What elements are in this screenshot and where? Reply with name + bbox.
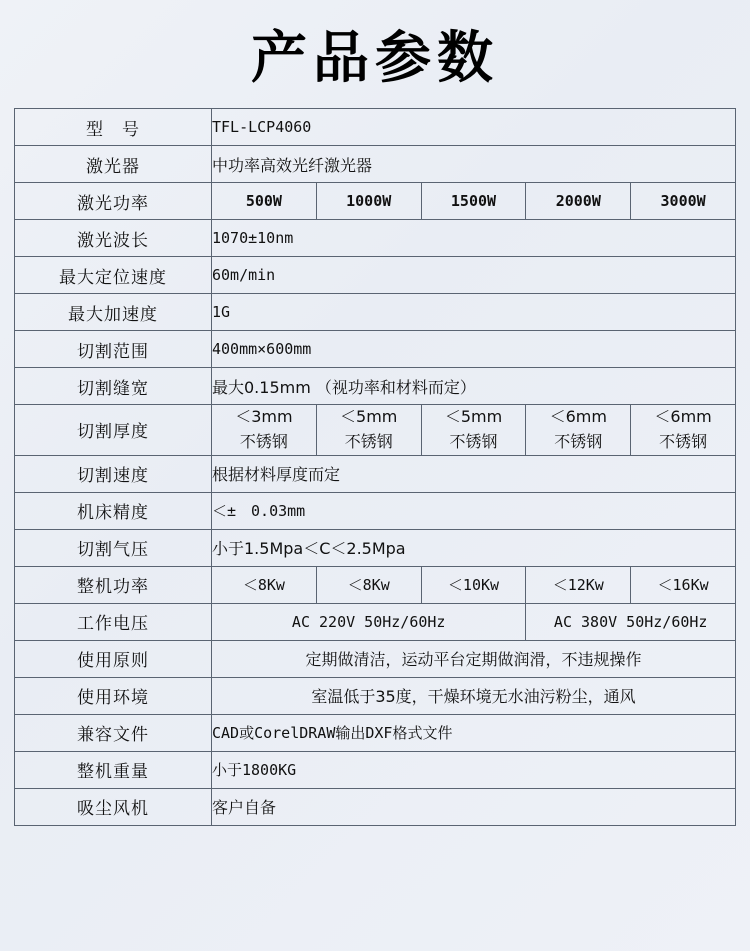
spec-cell: ＜8Kw: [316, 566, 421, 603]
spec-label: 整机功率: [15, 566, 212, 603]
spec-label: 切割厚度: [15, 405, 212, 456]
table-row: [15, 405, 736, 456]
spec-value: 400mm×600mm: [212, 331, 736, 368]
table-row: [15, 257, 736, 294]
table-row: [15, 566, 736, 603]
table-row: [15, 109, 736, 146]
spec-label: 整机重量: [15, 751, 212, 788]
spec-cell-line2: 不锈钢: [344, 431, 393, 451]
table-row: [15, 529, 736, 566]
spec-cell: ＜8Kw: [212, 566, 317, 603]
spec-value: 1070±10nm: [212, 220, 736, 257]
spec-cell-line2: 不锈钢: [239, 431, 288, 451]
spec-cell: AC 220V 50Hz/60Hz: [212, 603, 526, 640]
spec-cell-lines: [317, 405, 421, 455]
spec-label: 激光功率: [15, 183, 212, 220]
table-row: [15, 220, 736, 257]
spec-label: 切割缝宽: [15, 368, 212, 405]
spec-cell-lines: [422, 405, 526, 455]
table-row: [15, 368, 736, 405]
spec-table: [14, 108, 736, 826]
spec-cell: ＜12Kw: [526, 566, 631, 603]
spec-table-wrap: [14, 108, 736, 826]
page-title: 产品参数: [251, 26, 499, 91]
spec-label: 切割气压: [15, 529, 212, 566]
spec-table-body: [15, 109, 736, 826]
spec-value: ＜± 0.03mm: [212, 492, 736, 529]
spec-value: CAD或CorelDRAW输出DXF格式文件: [212, 714, 736, 751]
spec-value: 1G: [212, 294, 736, 331]
spec-value: TFL-LCP4060: [212, 109, 736, 146]
spec-cell: [526, 405, 631, 456]
spec-label: 型 号: [15, 109, 212, 146]
spec-cell: 1500W: [421, 183, 526, 220]
table-row: [15, 714, 736, 751]
spec-cell: [316, 405, 421, 456]
table-row: [15, 331, 736, 368]
table-row: [15, 788, 736, 825]
spec-label: 吸尘风机: [15, 788, 212, 825]
spec-cell: [212, 405, 317, 456]
spec-cell: [631, 405, 736, 456]
spec-cell: 1000W: [316, 183, 421, 220]
spec-label: 切割范围: [15, 331, 212, 368]
spec-label: 机床精度: [15, 492, 212, 529]
table-row: [15, 640, 736, 677]
spec-label: 激光波长: [15, 220, 212, 257]
table-row: [15, 183, 736, 220]
spec-cell-line2: 不锈钢: [659, 431, 708, 451]
table-row: [15, 677, 736, 714]
spec-cell: ＜10Kw: [421, 566, 526, 603]
spec-value: 小于1800KG: [212, 751, 736, 788]
table-row: [15, 603, 736, 640]
spec-cell: 3000W: [631, 183, 736, 220]
spec-value: 60m/min: [212, 257, 736, 294]
spec-cell-lines: [526, 405, 630, 455]
spec-value: 客户自备: [212, 788, 736, 825]
spec-cell: ＜16Kw: [631, 566, 736, 603]
spec-cell-lines: [212, 405, 316, 455]
spec-cell: 2000W: [526, 183, 631, 220]
spec-value: 室温低于35度，干燥环境无水油污粉尘，通风: [212, 677, 736, 714]
spec-label: 激光器: [15, 146, 212, 183]
spec-value: 小于1.5Mpa＜C＜2.5Mpa: [212, 529, 736, 566]
spec-label: 兼容文件: [15, 714, 212, 751]
spec-cell-line2: 不锈钢: [449, 431, 498, 451]
table-row: [15, 146, 736, 183]
spec-cell-lines: [631, 405, 735, 455]
spec-label: 最大加速度: [15, 294, 212, 331]
spec-value: 最大0.15mm （视功率和材料而定）: [212, 368, 736, 405]
spec-cell: AC 380V 50Hz/60Hz: [526, 603, 736, 640]
spec-cell: 500W: [212, 183, 317, 220]
spec-value: 根据材料厚度而定: [212, 455, 736, 492]
spec-cell-line1: ＜5mm: [340, 407, 398, 426]
spec-cell-line1: ＜3mm: [235, 407, 293, 426]
spec-label: 使用原则: [15, 640, 212, 677]
table-row: [15, 492, 736, 529]
spec-cell-line1: ＜6mm: [654, 407, 712, 426]
spec-value: 中功率高效光纤激光器: [212, 146, 736, 183]
spec-cell-line1: ＜6mm: [549, 407, 607, 426]
spec-cell-line2: 不锈钢: [554, 431, 603, 451]
spec-label: 使用环境: [15, 677, 212, 714]
spec-label: 最大定位速度: [15, 257, 212, 294]
spec-label: 工作电压: [15, 603, 212, 640]
table-row: [15, 455, 736, 492]
spec-cell-line1: ＜5mm: [444, 407, 503, 426]
table-row: [15, 751, 736, 788]
spec-label: 切割速度: [15, 455, 212, 492]
table-row: [15, 294, 736, 331]
spec-value: 定期做清洁，运动平台定期做润滑，不违规操作: [212, 640, 736, 677]
spec-cell: [421, 405, 526, 456]
